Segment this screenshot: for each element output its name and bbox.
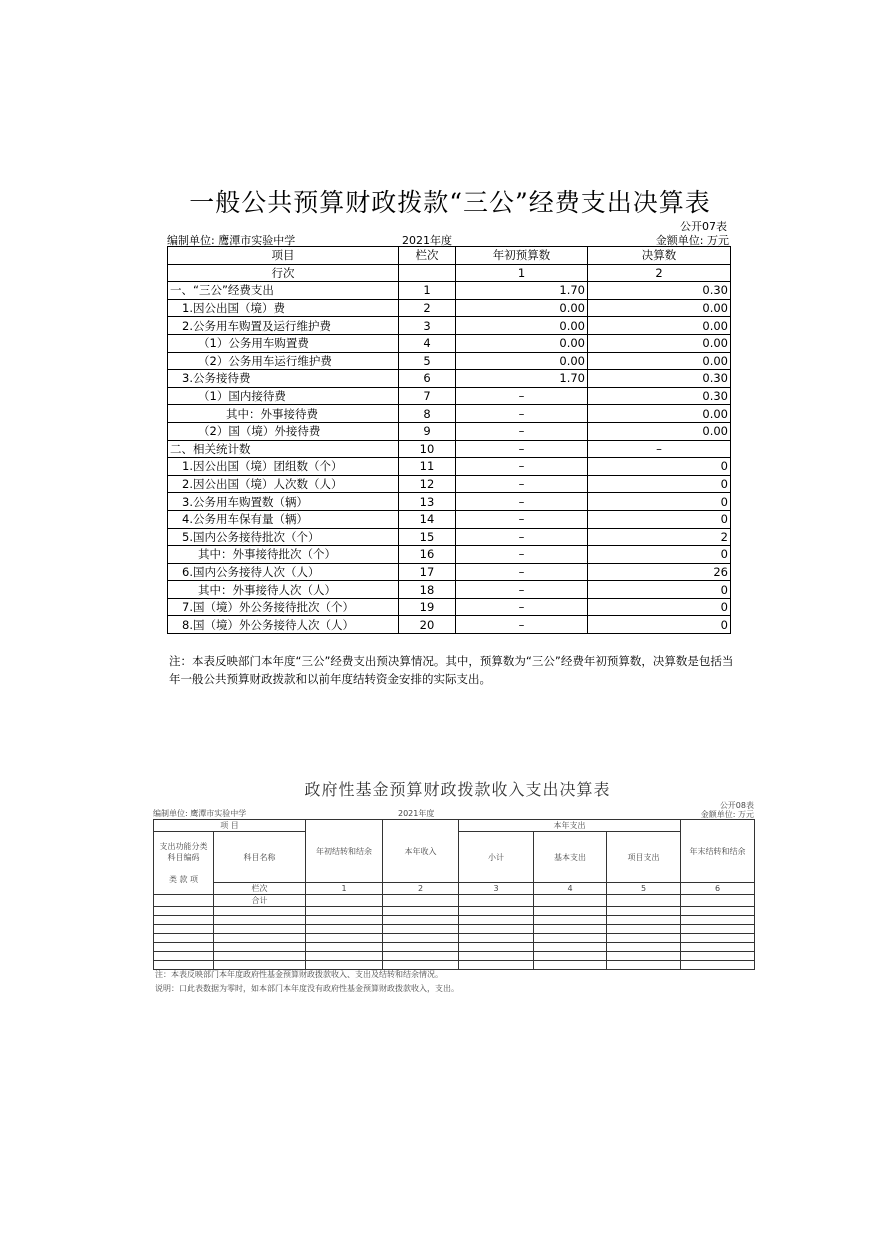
row-final: 0	[588, 510, 731, 528]
t2-index-label: 栏次	[214, 883, 306, 895]
t2-cell	[383, 943, 459, 952]
row-col: 7	[399, 387, 456, 405]
row-final: 2	[588, 528, 731, 546]
row-final: 0	[588, 581, 731, 599]
t2-cell	[383, 925, 459, 934]
row-col: 11	[399, 458, 456, 476]
row-budget: 0.00	[456, 299, 588, 317]
t2-cell	[534, 952, 607, 961]
t2-cell	[154, 934, 214, 943]
row-item: 6.国内公务接待人次（人）	[168, 563, 399, 581]
t2-header-spend: 本年支出	[459, 820, 681, 832]
row-final: 0	[588, 493, 731, 511]
row-col: 18	[399, 581, 456, 599]
row-col: 8	[399, 405, 456, 423]
row-col: 20	[399, 616, 456, 634]
row-item: 二、相关统计数	[168, 440, 399, 458]
row-item: 4.公务用车保有量（辆）	[168, 510, 399, 528]
t2-cell	[681, 952, 755, 961]
table1-row	[168, 598, 731, 616]
row-budget: –	[456, 387, 588, 405]
row-final: 0.30	[588, 282, 731, 300]
t2-cell	[154, 943, 214, 952]
row-final: 0.00	[588, 317, 731, 335]
t2-header-project: 项目支出	[607, 832, 681, 883]
table1-meta-row	[167, 232, 729, 246]
t2-cell	[214, 952, 306, 961]
row-col: 2	[399, 299, 456, 317]
table1-row	[168, 475, 731, 493]
t2-cell	[681, 895, 755, 907]
row-budget: –	[456, 475, 588, 493]
row-final: 0.30	[588, 370, 731, 388]
t2-cell	[154, 952, 214, 961]
table2-note1: 注：本表反映部门本年度政府性基金预算财政拨款收入、支出及结转和结余情况。	[155, 970, 443, 979]
t2-cell	[383, 916, 459, 925]
t2-cell	[306, 916, 383, 925]
t2-header-item: 项 目	[154, 820, 306, 832]
table1-row	[168, 370, 731, 388]
t2-total-code	[154, 895, 214, 907]
row-budget: –	[456, 616, 588, 634]
t2-index-5: 5	[607, 883, 681, 895]
t2-cell	[607, 895, 681, 907]
row-final: 0.30	[588, 387, 731, 405]
t2-cell	[383, 934, 459, 943]
t2-header-subtotal: 小计	[459, 832, 534, 883]
row-col: 14	[399, 510, 456, 528]
table1-row	[168, 510, 731, 528]
t2-index-2: 2	[383, 883, 459, 895]
t2-cell	[214, 916, 306, 925]
t2-cell	[214, 934, 306, 943]
row-final: 0	[588, 598, 731, 616]
t2-index-1: 1	[306, 883, 383, 895]
row-col: 5	[399, 352, 456, 370]
t2-total-label: 合计	[214, 895, 306, 907]
t2-cell	[154, 925, 214, 934]
row-item: （1）国内接待费	[168, 387, 399, 405]
table2-empty-row	[154, 934, 755, 943]
t2-cell	[607, 907, 681, 916]
row-item: 2.因公出国（境）人次数（人）	[168, 475, 399, 493]
table2-empty-row	[154, 943, 755, 952]
row-budget: –	[456, 546, 588, 564]
table2-empty-row	[154, 925, 755, 934]
table2-total-row	[154, 895, 755, 907]
row-final: 0.00	[588, 422, 731, 440]
t2-cell	[681, 943, 755, 952]
row-budget: 1.70	[456, 370, 588, 388]
row-budget: 0.00	[456, 334, 588, 352]
row-budget: –	[456, 510, 588, 528]
t2-cell	[534, 943, 607, 952]
t2-header-class-code: 支出功能分类科目编码	[159, 842, 208, 862]
row-budget: –	[456, 440, 588, 458]
t2-cell	[154, 907, 214, 916]
row-col: 3	[399, 317, 456, 335]
table1	[167, 246, 731, 634]
table2-meta-row	[153, 801, 754, 819]
row-final: 0	[588, 546, 731, 564]
t2-cell	[306, 895, 383, 907]
table1-org: 编制单位: 鹰潭市实验中学	[167, 234, 296, 247]
table2-empty-row	[154, 952, 755, 961]
row-item: （2）国（境）外接待费	[168, 422, 399, 440]
t2-cell	[383, 907, 459, 916]
row-col: 10	[399, 440, 456, 458]
table2-header-row1	[154, 820, 755, 832]
t2-cell	[214, 943, 306, 952]
table1-row	[168, 282, 731, 300]
table1-row	[168, 405, 731, 423]
t2-cell	[459, 895, 534, 907]
row-final: 0.00	[588, 405, 731, 423]
header-final: 决算数	[588, 247, 731, 265]
row-final: 0.00	[588, 334, 731, 352]
table1-row	[168, 546, 731, 564]
t2-cell	[459, 916, 534, 925]
t2-cell	[383, 952, 459, 961]
table1-unit: 金额单位: 万元	[655, 234, 729, 247]
row-budget: 0.00	[456, 352, 588, 370]
table1-row	[168, 387, 731, 405]
t2-cell	[459, 925, 534, 934]
row-item: 其中：外事接待费	[168, 405, 399, 423]
row-final: 0.00	[588, 299, 731, 317]
t2-cell	[607, 916, 681, 925]
header-budget: 年初预算数	[456, 247, 588, 265]
table1-row	[168, 422, 731, 440]
t2-cell	[306, 907, 383, 916]
table2-code-unit	[701, 801, 754, 819]
row-budget: –	[456, 563, 588, 581]
row-final: 0.00	[588, 352, 731, 370]
t2-cell	[306, 952, 383, 961]
table1-row	[168, 493, 731, 511]
row-final: 0	[588, 616, 731, 634]
t2-header-income: 本年收入	[383, 820, 459, 883]
row-col: 6	[399, 370, 456, 388]
row-item: 8.国（境）外公务接待人次（人）	[168, 616, 399, 634]
row-item: 其中：外事接待人次（人）	[168, 581, 399, 599]
row-item: 1.因公出国（境）团组数（个）	[168, 458, 399, 476]
t2-cell	[459, 934, 534, 943]
row-col: 1	[399, 282, 456, 300]
t2-cell	[459, 907, 534, 916]
row-budget: –	[456, 422, 588, 440]
t2-cell	[607, 934, 681, 943]
table1-index-row	[168, 264, 731, 282]
table1-year: 2021年度	[402, 234, 452, 247]
table1-row	[168, 563, 731, 581]
row-col: 19	[399, 598, 456, 616]
t2-cell	[607, 943, 681, 952]
table2-year: 2021年度	[398, 809, 435, 818]
row-budget: –	[456, 458, 588, 476]
table2-note2: 说明：口此表数据为零时，如本部门本年度没有政府性基金预算财政拨款收入，支出。	[155, 984, 459, 993]
row-budget: –	[456, 598, 588, 616]
t2-cell	[306, 943, 383, 952]
row-col: 12	[399, 475, 456, 493]
table2-title: 政府性基金预算财政拨款收入支出决算表	[304, 780, 611, 799]
t2-header-begin: 年初结转和结余	[306, 820, 383, 883]
row-col: 15	[399, 528, 456, 546]
t2-cell	[534, 895, 607, 907]
table2-empty-row	[154, 916, 755, 925]
t2-cell	[306, 925, 383, 934]
table1-row	[168, 616, 731, 634]
row-col: 16	[399, 546, 456, 564]
t2-index-4: 4	[534, 883, 607, 895]
table2-code: 公开08表	[719, 801, 754, 810]
t2-cell	[306, 934, 383, 943]
row-item: （2）公务用车运行维护费	[168, 352, 399, 370]
row-item: 1.因公出国（境）费	[168, 299, 399, 317]
t2-header-class-kind: 类 款 项	[168, 875, 199, 884]
row-item: （1）公务用车购置费	[168, 334, 399, 352]
row-budget: –	[456, 493, 588, 511]
t2-index-3: 3	[459, 883, 534, 895]
row-item: 5.国内公务接待批次（个）	[168, 528, 399, 546]
row-col: 9	[399, 422, 456, 440]
row-budget: –	[456, 528, 588, 546]
table1-row	[168, 352, 731, 370]
table1-code: 公开07表	[680, 220, 727, 233]
t2-cell	[214, 907, 306, 916]
table1-row	[168, 317, 731, 335]
row-budget: 1.70	[456, 282, 588, 300]
row-final: 26	[588, 563, 731, 581]
row-col: 4	[399, 334, 456, 352]
row-item: 2.公务用车购置及运行维护费	[168, 317, 399, 335]
row-col: 13	[399, 493, 456, 511]
table2-notes	[155, 968, 755, 996]
t2-cell	[607, 952, 681, 961]
header-col: 栏次	[399, 247, 456, 265]
t2-cell	[534, 925, 607, 934]
t2-cell	[459, 943, 534, 952]
table1-row	[168, 334, 731, 352]
table2-org: 编制单位: 鹰潭市实验中学	[153, 809, 247, 818]
table2-index-row	[154, 883, 755, 895]
row-final: –	[588, 440, 731, 458]
table1-row	[168, 458, 731, 476]
t2-index-6: 6	[681, 883, 755, 895]
t2-header-end: 年末结转和结余	[681, 820, 755, 883]
table1-row	[168, 528, 731, 546]
row-item: 3.公务接待费	[168, 370, 399, 388]
row-final: 0	[588, 475, 731, 493]
table1-row	[168, 440, 731, 458]
t2-header-basic: 基本支出	[534, 832, 607, 883]
row-col: 17	[399, 563, 456, 581]
table2-unit: 金额单位: 万元	[700, 810, 754, 819]
t2-cell	[681, 934, 755, 943]
row-item: 其中：外事接待批次（个）	[168, 546, 399, 564]
index-final: 2	[588, 264, 731, 282]
t2-cell	[607, 925, 681, 934]
t2-header-class	[154, 832, 214, 895]
t2-cell	[681, 925, 755, 934]
index-budget: 1	[456, 264, 588, 282]
t2-header-name: 科目名称	[214, 832, 306, 883]
index-label: 行次	[168, 264, 399, 282]
t2-cell	[214, 925, 306, 934]
table2-empty-row	[154, 907, 755, 916]
t2-cell	[154, 916, 214, 925]
table1-row	[168, 581, 731, 599]
table1-header-row	[168, 247, 731, 265]
row-item: 3.公务用车购置数（辆）	[168, 493, 399, 511]
row-budget: 0.00	[456, 317, 588, 335]
t2-cell	[534, 934, 607, 943]
t2-cell	[681, 916, 755, 925]
table1-row	[168, 299, 731, 317]
row-item: 一、“三公”经费支出	[168, 282, 399, 300]
row-budget: –	[456, 405, 588, 423]
t2-cell	[459, 952, 534, 961]
row-final: 0	[588, 458, 731, 476]
t2-cell	[534, 907, 607, 916]
row-item: 7.国（境）外公务接待批次（个）	[168, 598, 399, 616]
header-item: 项目	[168, 247, 399, 265]
t2-cell	[383, 895, 459, 907]
t2-cell	[534, 916, 607, 925]
row-budget: –	[456, 581, 588, 599]
table1-note: 注：本表反映部门本年度“三公”经费支出预决算情况。其中，预算数为“三公”经费年初预算数，决算数是包括当年一般公共预算财政拨款和以前年度结转资金安排的实际支出。	[169, 654, 734, 686]
table1-title: 一般公共预算财政拨款“三公”经费支出决算表	[189, 188, 711, 217]
index-col-empty	[399, 264, 456, 282]
table2	[153, 819, 755, 970]
t2-cell	[681, 907, 755, 916]
